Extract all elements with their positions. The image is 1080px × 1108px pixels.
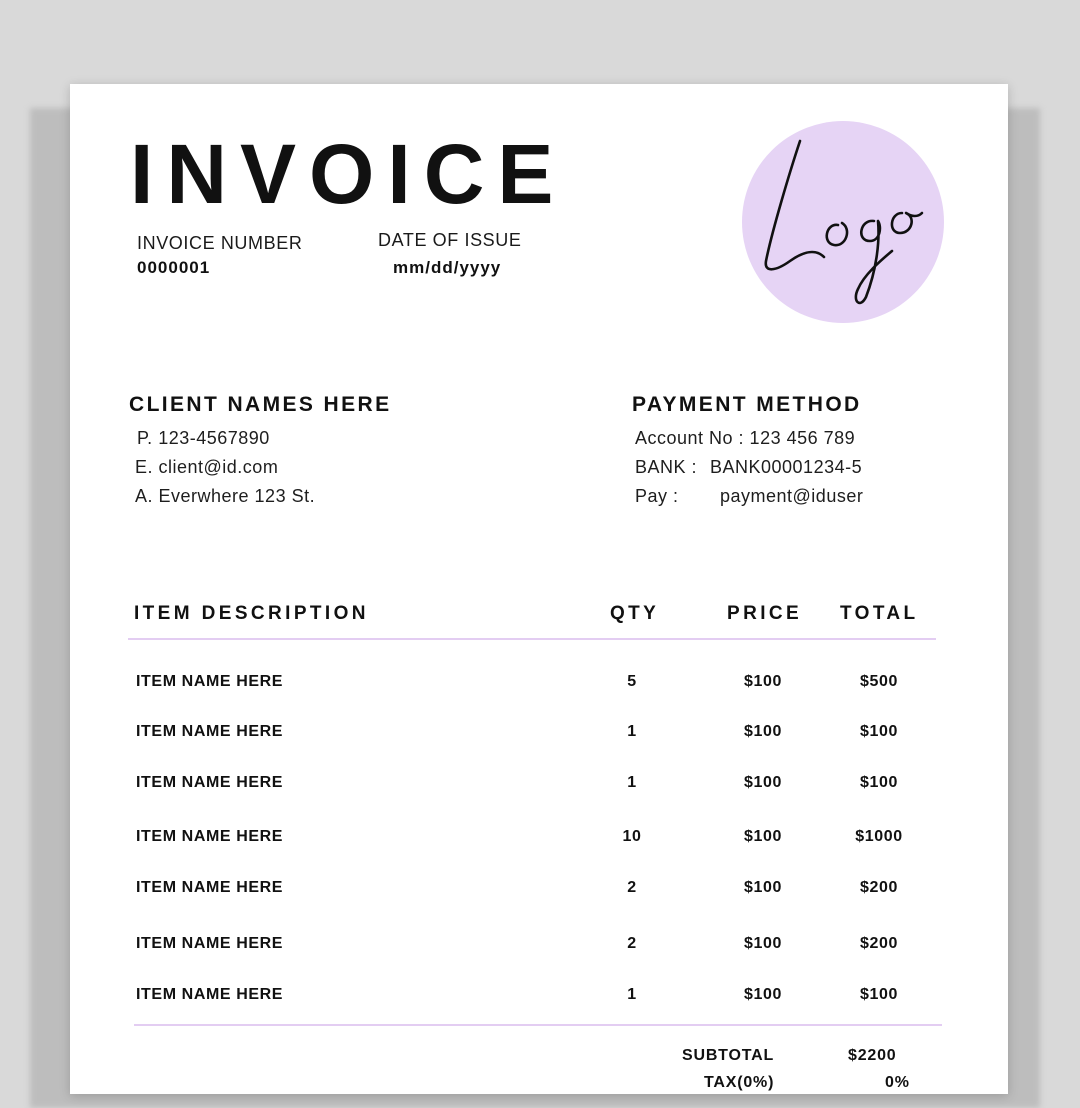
item-price: $100 (744, 723, 782, 740)
item-description: ITEM NAME HERE (136, 935, 284, 952)
footer-divider (134, 1024, 942, 1026)
table-row (70, 768, 1008, 798)
item-description: ITEM NAME HERE (136, 879, 284, 896)
item-qty: 1 (627, 723, 637, 740)
logo-icon (742, 121, 944, 323)
payment-bank-label: BANK : (635, 457, 698, 477)
item-price: $100 (744, 935, 782, 952)
item-qty: 2 (627, 935, 637, 952)
item-total: $500 (860, 673, 898, 690)
payment-pay-label: Pay : (635, 486, 679, 506)
subtotal-value: $2200 (848, 1047, 897, 1064)
client-heading: CLIENT NAMES HERE (129, 393, 392, 416)
item-price: $100 (744, 986, 782, 1003)
invoice-number-label: INVOICE NUMBER (137, 233, 303, 253)
date-of-issue-value: mm/dd/yyyy (393, 258, 502, 277)
item-total: $100 (860, 774, 898, 791)
subtotal-label: SUBTOTAL (682, 1047, 775, 1064)
payment-pay-value: payment@iduser (720, 486, 864, 506)
item-qty: 1 (627, 774, 637, 791)
item-qty: 5 (627, 673, 637, 690)
item-total: $100 (860, 723, 898, 740)
column-header-description: ITEM DESCRIPTION (134, 603, 369, 624)
payment-bank-value: BANK00001234-5 (710, 457, 863, 477)
item-price: $100 (744, 879, 782, 896)
table-row (70, 980, 1008, 1010)
item-qty: 2 (627, 879, 637, 896)
item-price: $100 (744, 828, 782, 845)
item-total: $100 (860, 986, 898, 1003)
table-row (70, 717, 1008, 747)
item-total: $1000 (855, 828, 903, 845)
item-description: ITEM NAME HERE (136, 986, 284, 1003)
item-total: $200 (860, 935, 898, 952)
item-description: ITEM NAME HERE (136, 723, 284, 740)
client-address: A. Everwhere 123 St. (135, 486, 316, 506)
logo-badge (742, 121, 944, 323)
tax-value: 0% (885, 1074, 910, 1091)
invoice-page (70, 84, 1008, 1094)
client-email: E. client@id.com (135, 457, 279, 477)
invoice-number-value: 0000001 (137, 258, 211, 277)
table-row (70, 929, 1008, 959)
invoice-title: INVOICE (130, 127, 567, 221)
column-header-price: PRICE (727, 603, 803, 624)
item-qty: 10 (622, 828, 642, 845)
column-header-qty: QTY (610, 603, 660, 624)
item-description: ITEM NAME HERE (136, 774, 284, 791)
item-price: $100 (744, 774, 782, 791)
table-row (70, 822, 1008, 852)
date-of-issue-label: DATE OF ISSUE (378, 230, 522, 250)
item-total: $200 (860, 879, 898, 896)
item-description: ITEM NAME HERE (136, 673, 284, 690)
table-row (70, 873, 1008, 903)
payment-heading: PAYMENT METHOD (632, 393, 862, 416)
tax-label: TAX(0%) (704, 1074, 775, 1091)
item-qty: 1 (627, 986, 637, 1003)
item-description: ITEM NAME HERE (136, 828, 284, 845)
table-row (70, 667, 1008, 697)
column-header-total: TOTAL (840, 603, 919, 624)
client-phone: P. 123-4567890 (137, 428, 270, 448)
header-divider (128, 638, 936, 640)
payment-account: Account No : 123 456 789 (635, 428, 856, 448)
item-price: $100 (744, 673, 782, 690)
